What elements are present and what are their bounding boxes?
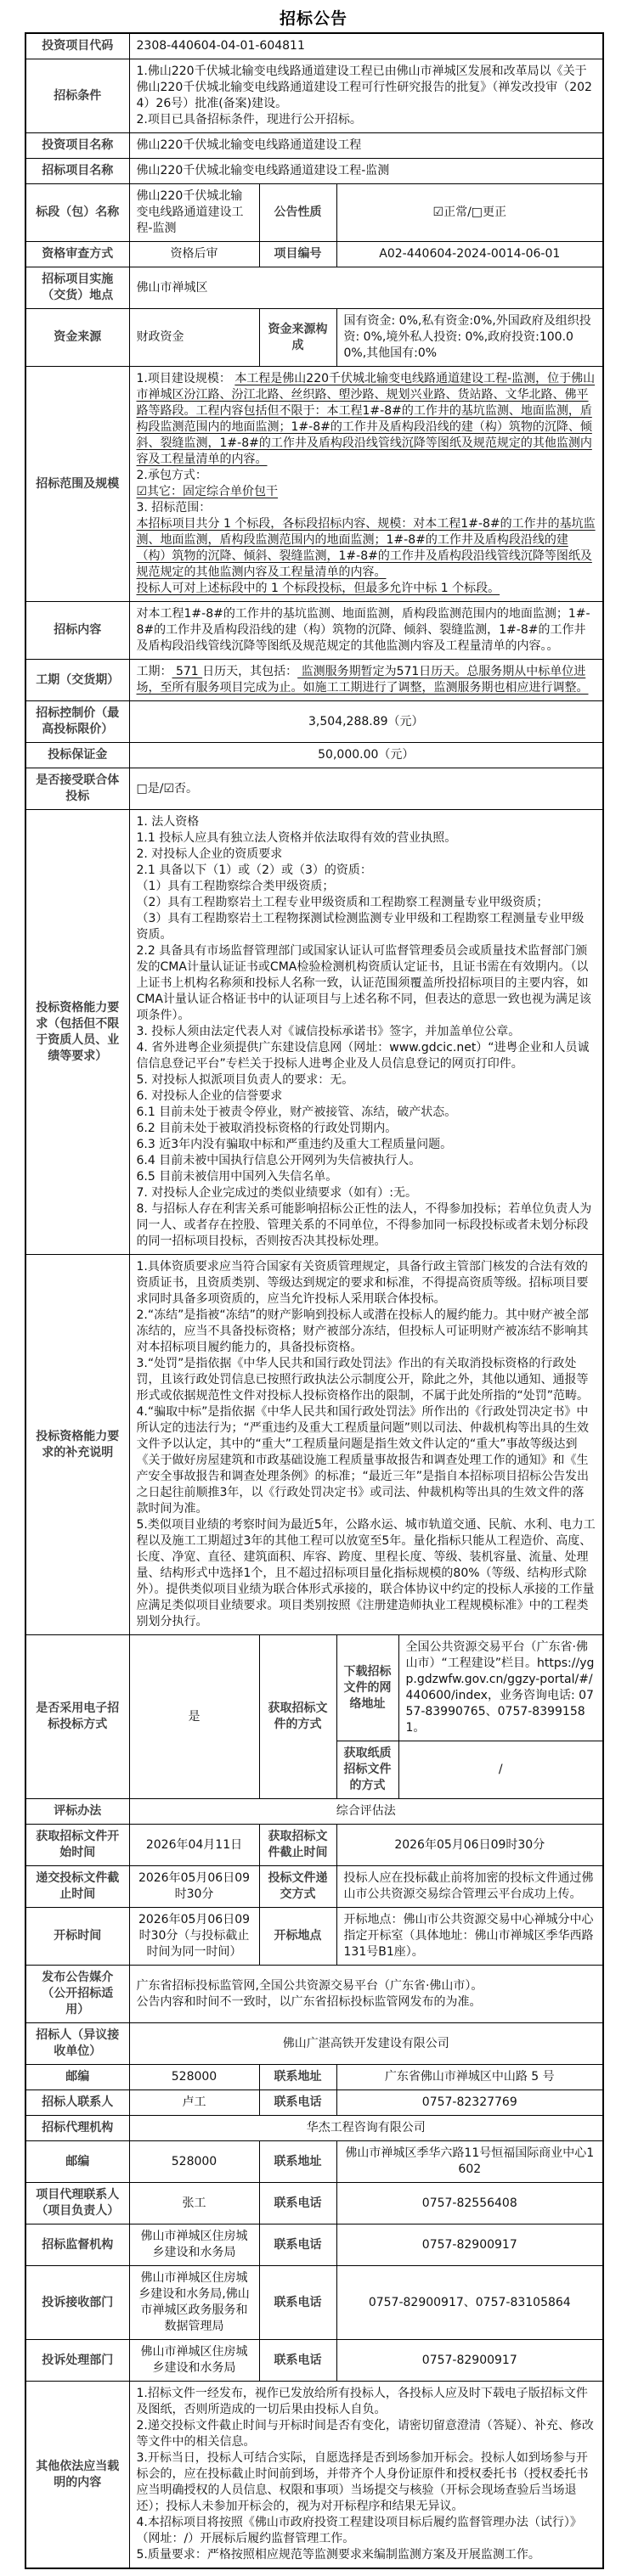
supervision-agency-label-2: 联系电话 [259, 2224, 336, 2266]
qualification-review-label: 资格审查方式 [25, 242, 129, 267]
agency-contact-label: 项目代理联系人（项目负责人） [25, 2183, 129, 2224]
bid-bond-label: 投标保证金 [25, 743, 129, 768]
tenderer-postcode-value-1: 528000 [129, 2065, 259, 2090]
row-e-bidding [25, 1635, 603, 1741]
complaint-receiving-label: 投诉接收部门 [25, 2266, 129, 2340]
complaint-handling-label-2: 联系电话 [259, 2340, 336, 2382]
row-qualification-supplement [25, 1255, 603, 1635]
supervision-agency-label: 招标监督机构 [25, 2224, 129, 2266]
other-contents-value-1: 1.招标文件一经发布，视作已发放给所有投标人，各投标人应及时下载电子版招标文件及图纸，否则所造成的一切后果由投标人自负。 2.递交投标文件截止时间与开标时间是否有变化，请密切留意澄清（答疑）、补充、修改等文件中的相关信息。 3.开标当日，投标人可结合实际，自愿选择是否到场参加开标会。投标人如到场参与开标会的，应在投标截止时间前到场，并带齐个人身份证原件和授权委托书（授权委托书应当明确授权的人员信息、权限和事项）当场提交与核验（开标会现场查验后当场退还）；投标人未参加开标会的，视为对开标程序和结果无异议。 4.本招标项目将按照《佛山市政府投资工程建设项目标后履约监督管理办法（试行）》（网址：/）开展标后履约监督管理工作。 5.质量要求：严格按照相应规范等监测要求来编制监测方案及开展监测工作。 [129, 2382, 603, 2569]
paper-file-sublabel: 获取纸质招标文件的方式 [336, 1741, 398, 1799]
consortium-accepted-value-1: □是/☑否。 [129, 768, 603, 810]
row-consortium-accepted [25, 768, 603, 810]
complaint-handling-label: 投诉处理部门 [25, 2340, 129, 2382]
qualification-review-value-3: A02-440604-2024-0014-06-01 [336, 242, 603, 267]
section-name-value-3: ☑正常/□更正 [336, 184, 603, 242]
section-name-value-1: 佛山220千伏城北输变电线路通道建设工程-监测 [129, 184, 259, 242]
other-contents-label: 其他依法应当载明的内容 [25, 2382, 129, 2569]
qualification-review-value-1: 资格后审 [129, 242, 259, 267]
row-tender-project-name [25, 159, 603, 184]
row-invest-project-name [25, 133, 603, 159]
row-other-contents [25, 2382, 603, 2569]
paper-file-value-1: / [398, 1741, 603, 1799]
agency-postcode-label-2: 联系地址 [259, 2141, 336, 2183]
qualification-review-label-2: 项目编号 [259, 242, 336, 267]
invest-project-code-value-1: 2308-440604-04-01-604811 [129, 33, 603, 59]
evaluation-method-label: 评标办法 [25, 1799, 129, 1825]
row-control-price [25, 701, 603, 743]
row-agency-postcode [25, 2141, 603, 2183]
agency-postcode-value-3: 佛山市禅城区季华六路11号恒福国际商业中心1602 [336, 2141, 603, 2183]
agency-contact-label-2: 联系电话 [259, 2183, 336, 2224]
duration-label: 工期（交货期） [25, 660, 129, 701]
section-name-label: 标段（包）名称 [25, 184, 129, 242]
tender-conditions-label: 招标条件 [25, 59, 129, 133]
file-obtain-time-label: 获取招标文件开始时间 [25, 1825, 129, 1866]
tender-scope-label: 招标范围及规模 [25, 367, 129, 602]
row-evaluation-method [25, 1799, 603, 1825]
funding-source-label-2: 资金来源构成 [259, 309, 336, 367]
qualification-supplement-value-1: 1.具体资质要求应当符合国家有关资质管理规定，具备行政主管部门核发的合法有效的资质证书，且资质类别、等级达到规定的要求和标准，不得提高资质等级。招标项目要求同时具备多项资质的，应当允许投标人采用联合体投标。 2.“冻结”是指被“冻结”的财产影响到投标人或潜在投标人的履约能力。其中财产被全部冻结的，应当不具备投标资格；财产被部分冻结，但投标人可证明财产被冻结不影响其对本招标项目履约能力的，具备投标资格。 3.“处罚”是指依据《中华人民共和国行政处罚法》作出的有关取消投标资格的行政处罚，且该行政处罚信息已按照行政执法公示制度公开，除此之外，其他以通知、通报等形式或依据规范性文件对投标人投标资格作出的限制，不属于此处所指的“处罚”范畴。 4.“骗取中标”是指依据《中华人民共和国行政处罚法》所作出的《行政处罚决定书》中所认定的违法行为；“严重违约及重大工程质量问题”则以司法、仲裁机构等出具的生效文件予以认定，其中的“重大”工程质量问题是指生效文件认定的“重大”事故等级达到《关于做好房屋建筑和市政基础设施工程质量事故报告和调查处理工作的通知》和《生产安全事故报告和调查处理条例》的标准；“最近三年”是指自本招标项目招标公告发出之日起往前顺推3年，以《行政处罚决定书》或司法、仲裁机构等出具的生效文件的落款时间为准。 5.类似项目业绩的考察时间为最近5年，公路水运、城市轨道交通、民航、水利、电力工程以及施工工期超过3年的其他工程可以放宽至5年。量化指标只能从工程造价、高度、长度、净宽、直径、建筑面积、库容、跨度、里程长度、等级、装机容量、流量、处理量、结构形式中选择1个，且不超过招标项目量化指标规模的80%（等级、结构形式除外）。提供类似项目业绩为联合体形式承接的，联合体协议中约定的投标人承接的工作量应满足类似项目业绩要求。项目类别按照《注册建造师执业工程规模标准》中的工程类别划分执行。 [129, 1255, 603, 1635]
invest-project-name-label: 投资项目名称 [25, 133, 129, 159]
row-complaint-handling [25, 2340, 603, 2382]
file-obtain-time-label-2: 获取招标文件截止时间 [259, 1825, 336, 1866]
tenderer-postcode-label-2: 联系地址 [259, 2065, 336, 2090]
section-name-label-2: 公告性质 [259, 184, 336, 242]
tenderer-postcode-label: 邮编 [25, 2065, 129, 2090]
tender-conditions-value-1: 1.佛山220千伏城北输变电线路通道建设工程已由佛山市禅城区发展和改革局以《关于佛山220千伏城北输变电线路通道建设工程可行性研究报告的批复》（禅发改投审（2024）26号）批准(备案)建设。 2.项目已具备招标条件，现进行公开招标。 [129, 59, 603, 133]
delivery-location-label: 招标项目实施（交货）地点 [25, 267, 129, 309]
row-tenderer-contact [25, 2090, 603, 2116]
row-bid-opening [25, 1908, 603, 1966]
bid-opening-value-1: 2026年05月06日09时30分（与投标截止时间为同一时间） [129, 1908, 259, 1966]
page-title: 招标公告 [279, 9, 347, 28]
agency-postcode-label: 邮编 [25, 2141, 129, 2183]
row-agency [25, 2116, 603, 2141]
row-bid-submission [25, 1866, 603, 1908]
agency-value-1: 华杰工程咨询有限公司 [129, 2116, 603, 2141]
row-supervision-agency [25, 2224, 603, 2266]
consortium-accepted-label: 是否接受联合体投标 [25, 768, 129, 810]
announcement-media-value-1: 广东省招标投标监管网,全国公共资源交易平台（广东省·佛山市）。 公告内容和时间不一致时，以广东省招标投标监管网发布的为准。 [129, 1966, 603, 2023]
agency-contact-value-3: 0757-82556408 [336, 2183, 603, 2224]
funding-source-value-3: 国有资金: 0%,私有资金:0%,外国政府及组织投资: 0%,境外私人投资: 0%,政府投资:100.00%,其他国有:0% [336, 309, 603, 367]
control-price-label: 招标控制价（最高投标限价） [25, 701, 129, 743]
bid-bond-value-1: 50,000.00（元） [129, 743, 603, 768]
bid-opening-value-3: 开标地点：佛山市公共资源交易中心禅城分中心指定开标室（具体地址：佛山市禅城区季华西路131号B1座）。 [336, 1908, 603, 1966]
row-duration [25, 660, 603, 701]
row-tenderer-postcode [25, 2065, 603, 2090]
e-bidding-label: 是否采用电子招标投标方式 [25, 1635, 129, 1799]
row-tender-scope [25, 367, 603, 602]
supervision-agency-value-3: 0757-82900917 [336, 2224, 603, 2266]
row-announcement-media [25, 1966, 603, 2023]
row-qualification-review [25, 242, 603, 267]
tender-project-name-value-1: 佛山220千伏城北输变电线路通道建设工程-监测 [129, 159, 603, 184]
row-bid-bond [25, 743, 603, 768]
tender-content-label: 招标内容 [25, 602, 129, 660]
complaint-receiving-label-2: 联系电话 [259, 2266, 336, 2340]
invest-project-code-label: 投资项目代码 [25, 33, 129, 59]
e-bidding-sublabel-3: 下载招标文件的网络地址 [336, 1635, 398, 1741]
row-qualification-requirements [25, 810, 603, 1255]
row-file-obtain-time [25, 1825, 603, 1866]
agency-postcode-value-1: 528000 [129, 2141, 259, 2183]
row-delivery-location [25, 267, 603, 309]
tender-scope-value-1: 1.项目建设规模： 本工程是佛山220千伏城北输变电线路通道建设工程-监测，位于佛山市禅城区汾江路、汾江北路、丝织路、塱沙路、规划兴业路、货站路、文华北路、佛平路等路段。工程内容包括但不限于：本工程1#-8#的工作井的基坑监测、地面监测，盾构段监测范围内的地面监测；1#-8#的工作井及盾构段沿线的建（构）筑物的沉降、倾斜、裂缝监测，1#-8#的工作井及盾构段沿线管线沉降等图纸及规范规定的其他监测内容及工程量清单的内容。 2.承包方式： ☑其它：固定综合单价包干 3. 招标范围： 本招标项目共分 1 个标段，各标段招标内容、规模：对本工程1#-8#的工作井的基坑监测、地面监测，盾构段监测范围内的地面监测；1#-8#的工作井及盾构段沿线的建（构）筑物的沉降、倾斜、裂缝监测，1#-8#的工作井及盾构段沿线管线沉降等图纸及规范规定的其他监测内容及工程量清单的内容。 投标人可对上述标段中的 1 个标段投标，但最多允许中标 1 个标段。 [129, 367, 603, 602]
tenderer-label: 招标人（异议接收单位） [25, 2023, 129, 2065]
bid-submission-label-2: 投标文件递交方式 [259, 1866, 336, 1908]
qualification-requirements-label: 投标资格能力要求（包括但不限于资质人员、业绩等要求） [25, 810, 129, 1255]
bid-submission-value-1: 2026年05月06日09时30分 [129, 1866, 259, 1908]
control-price-value-1: 3,504,288.89（元） [129, 701, 603, 743]
complaint-receiving-value-3: 0757-82900917、0757-83105864 [336, 2266, 603, 2340]
complaint-receiving-value-1: 佛山市禅城区住房城乡建设和水务局,佛山市禅城区政务服务和数据管理局 [129, 2266, 259, 2340]
row-tender-content [25, 602, 603, 660]
qualification-requirements-value-1: 1. 法人资格 1.1 投标人应具有独立法人资格并依法取得有效的营业执照。 2. 对投标人企业的资质要求 2.1 具备以下（1）或（2）或（3）的资质： （1）具有工程勘察综合类甲级资质； （2）具有工程勘察岩土工程专业甲级资质和工程勘察工程测量专业甲级资质； （3）具有工程勘察岩土工程物探测试检测监测专业甲级和工程勘察工程测量专业甲级资质。 2.2 具备具有市场监督管理部门或国家认证认可监督管理委员会或质量技术监督部门颁发的CMA计量认证证书或CMA检验检测机构资质认定证书，且证书需在有效期内。（以上证书上机构名称须和投标人名称一致，认证范围须覆盖所投招标项目的主要内容，如CMA计量认证合格证书中的认证项目与上述名称不同，但表达的意思一致也视为满足该项条件）。 3. 投标人须由法定代表人对《诚信投标承诺书》签字，并加盖单位公章。 4. 省外进粤企业须提供广东建设信息网（网址：www.gdcic.net）“进粤企业和人员诚信信息登记平台”专栏关于投标人进粤企业及人员信息登记的网页打印件。 5. 对投标人拟派项目负责人的要求：无。 6. 对投标人企业的信誉要求 6.1 目前未处于被责令停业，财产被接管、冻结，破产状态。 6.2 目前未处于被取消投标资格的行政处罚期内。 6.3 近3年内没有骗取中标和严重违约及重大工程质量问题。 6.4 目前未被中国执行信息公开网列为失信被执行人。 6.5 目前未被信用中国列入失信名单。 7. 对投标人企业完成过的类似业绩要求（如有）:无。 8. 与招标人存在利害关系可能影响招标公正性的法人，不得参加投标；若单位负责人为同一人、或者存在控股、管理关系的不同单位，不得参加同一标段投标或者未划分标段的同一招标项目投标，否则按否决其投标处理。 [129, 810, 603, 1255]
tender-content-value-1: 对本工程1#-8#的工作井的基坑监测、地面监测，盾构段监测范围内的地面监测；1#-8#的工作井及盾构段沿线的建（构）筑物的沉降、倾斜、裂缝监测，1#-8#的工作井及盾构段沿线管线沉降等图纸及规范规定的其他监测内容及工程量清单的内容。。 [129, 602, 603, 660]
tenderer-value-1: 佛山广湛高铁开发建设有限公司 [129, 2023, 603, 2065]
funding-source-value-1: 财政资金 [129, 309, 259, 367]
invest-project-name-value-1: 佛山220千伏城北输变电线路通道建设工程 [129, 133, 603, 159]
e-bidding-value-1: 是 [129, 1635, 259, 1799]
evaluation-method-value-1: 综合评估法 [129, 1799, 603, 1825]
delivery-location-value-1: 佛山市禅城区 [129, 267, 603, 309]
announcement-table [25, 32, 604, 2569]
e-bidding-value-4: 全国公共资源交易平台（广东省·佛山市）“工程建设”栏目。https://ygp.gdzwfw.gov.cn/ggzy-portal/#/440600/index，业务咨询电话: 0757-83990765、0757-83991581。 [398, 1635, 603, 1741]
e-bidding-label-2: 获取招标文件的方式 [259, 1635, 336, 1799]
row-complaint-receiving [25, 2266, 603, 2340]
tenderer-contact-label-2: 联系电话 [259, 2090, 336, 2116]
funding-source-label: 资金来源 [25, 309, 129, 367]
bid-submission-value-3: 投标人应在投标截止前将加密的投标文件通过佛山市公共资源交易综合管理云平台成功上传。 [336, 1866, 603, 1908]
file-obtain-time-value-1: 2026年04月11日 [129, 1825, 259, 1866]
qualification-supplement-label: 投标资格能力要求的补充说明 [25, 1255, 129, 1635]
complaint-handling-value-3: 0757-82900917 [336, 2340, 603, 2382]
row-invest-project-code [25, 33, 603, 59]
row-tender-conditions [25, 59, 603, 133]
duration-value-1: 工期： 571 日历天，其包括： 监测服务期暂定为571日历天。总服务期从中标单位进场，至所有服务项目完成为止。如施工工期进行了调整，监测服务期也相应进行调整。 [129, 660, 603, 701]
announcement-table-body [25, 33, 603, 2568]
tenderer-contact-label: 招标人联系人 [25, 2090, 129, 2116]
tenderer-postcode-value-3: 广东省佛山市禅城区中山路 5 号 [336, 2065, 603, 2090]
tenderer-contact-value-1: 卢工 [129, 2090, 259, 2116]
bid-opening-label-2: 开标地点 [259, 1908, 336, 1966]
row-tenderer [25, 2023, 603, 2065]
row-agency-contact [25, 2183, 603, 2224]
file-obtain-time-value-3: 2026年05月06日09时30分 [336, 1825, 603, 1866]
announcement-media-label: 发布公告媒介（公开招标适用） [25, 1966, 129, 2023]
bid-submission-label: 递交投标文件截止时间 [25, 1866, 129, 1908]
supervision-agency-value-1: 佛山市禅城区住房城乡建设和水务局 [129, 2224, 259, 2266]
complaint-handling-value-1: 佛山市禅城区住房城乡建设和水务局 [129, 2340, 259, 2382]
tenderer-contact-value-3: 0757-82327769 [336, 2090, 603, 2116]
row-funding-source [25, 309, 603, 367]
tender-project-name-label: 招标项目名称 [25, 159, 129, 184]
row-section-name [25, 184, 603, 242]
agency-label: 招标代理机构 [25, 2116, 129, 2141]
bid-opening-label: 开标时间 [25, 1908, 129, 1966]
agency-contact-value-1: 张工 [129, 2183, 259, 2224]
